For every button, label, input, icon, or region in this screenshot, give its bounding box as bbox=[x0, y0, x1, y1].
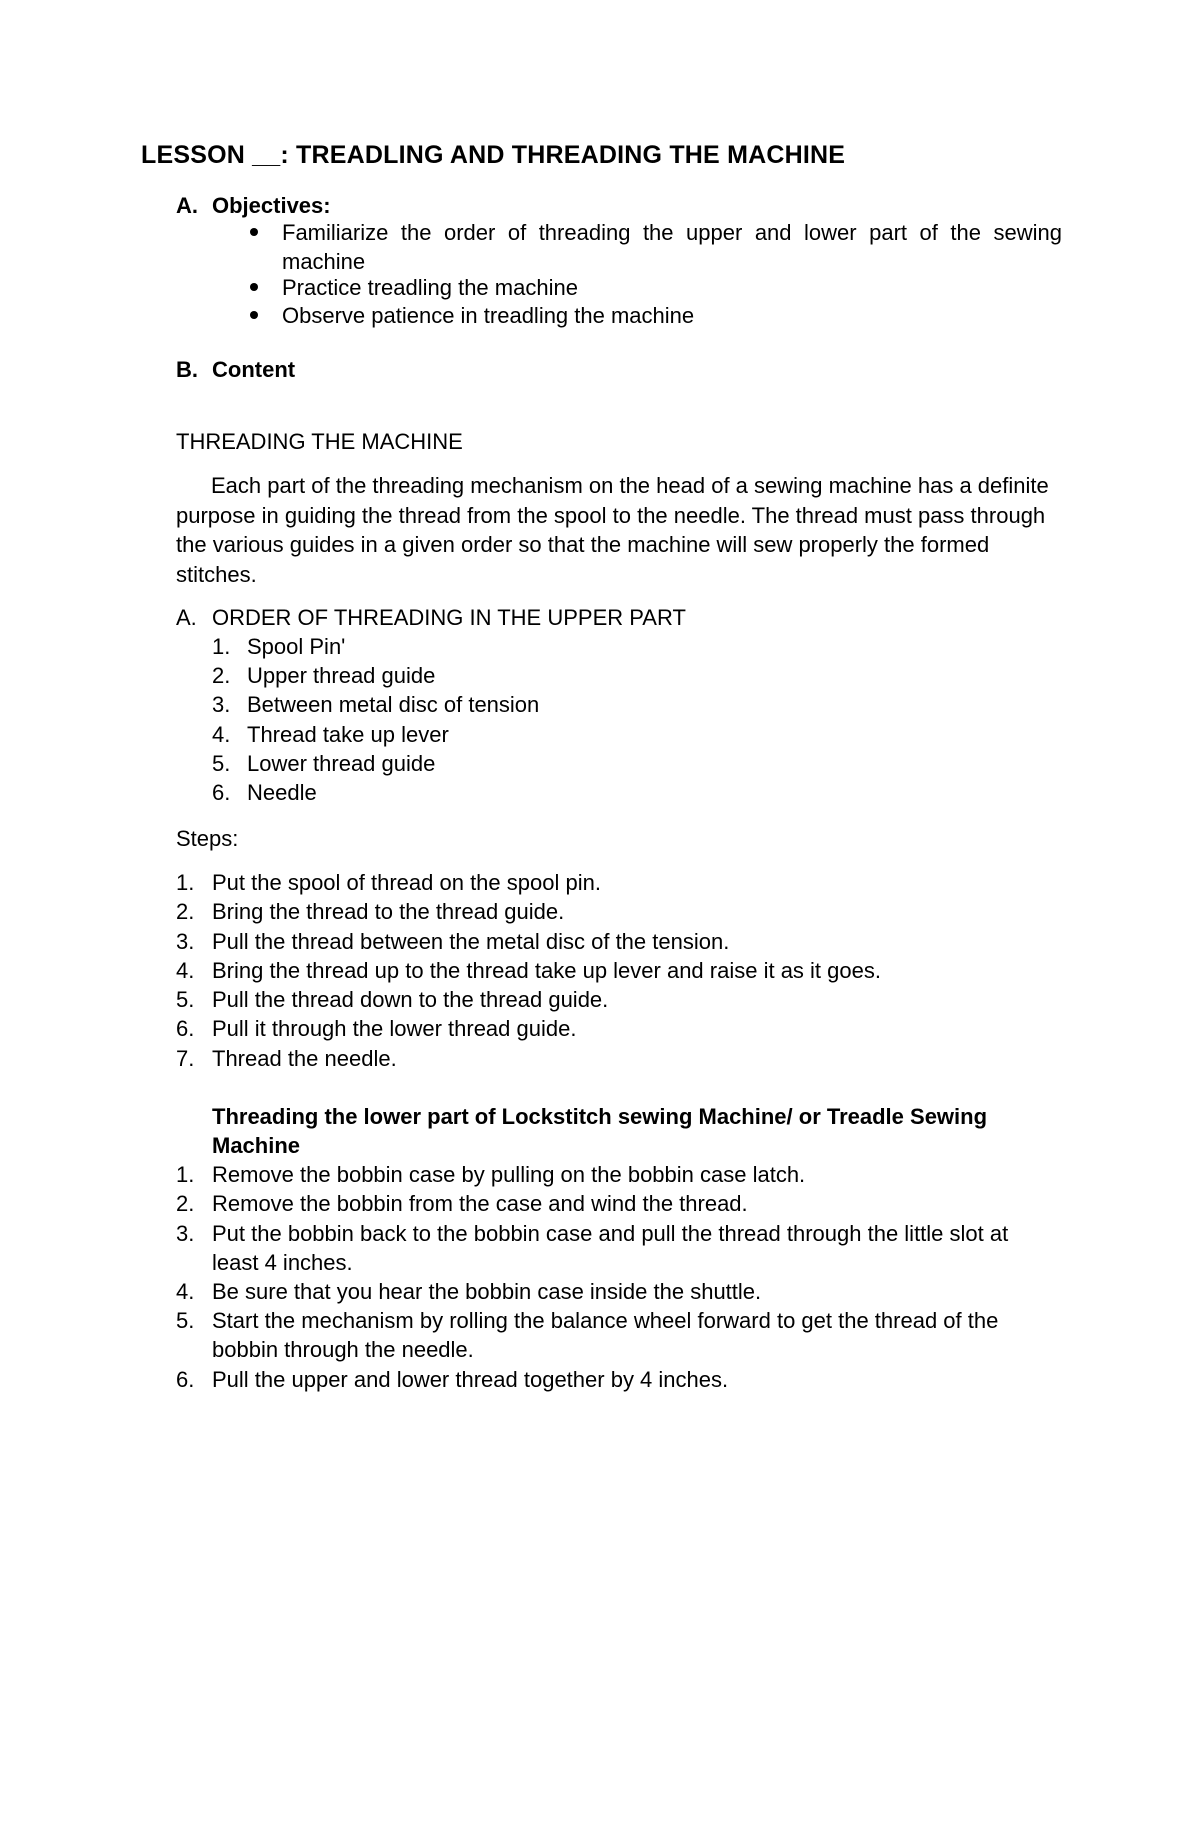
upper-order-marker: A. bbox=[176, 605, 197, 630]
list-number: 7. bbox=[176, 1046, 195, 1071]
upper-order-item: Between metal disc of tension bbox=[247, 692, 540, 717]
list-number: 1. bbox=[176, 870, 195, 895]
step-item: Bring the thread up to the thread take up lever and raise it as it goes. bbox=[212, 958, 881, 983]
lower-threading-heading: Threading the lower part of Lockstitch sewing Machine/ or Treadle Sewing Machine bbox=[212, 1104, 988, 1158]
list-number: 4. bbox=[176, 958, 195, 983]
list-number: 6. bbox=[176, 1016, 195, 1041]
bullet-icon bbox=[250, 311, 258, 319]
lower-step-item: Remove the bobbin case by pulling on the bobbin case latch. bbox=[212, 1162, 806, 1187]
upper-order-item: Thread take up lever bbox=[247, 722, 449, 747]
upper-order-item: Spool Pin' bbox=[247, 634, 346, 659]
list-number: 2. bbox=[176, 1191, 195, 1216]
lower-step-item: Remove the bobbin from the case and wind the thread. bbox=[212, 1191, 748, 1216]
list-number: 4. bbox=[212, 722, 231, 747]
lesson-title: LESSON __: TREADLING AND THREADING THE MACHINE bbox=[141, 141, 846, 169]
objectives-heading: Objectives: bbox=[212, 193, 331, 218]
upper-order-item: Needle bbox=[247, 780, 317, 805]
list-number: 2. bbox=[212, 663, 231, 688]
step-item: Put the spool of thread on the spool pin. bbox=[212, 870, 601, 895]
step-item: Pull the thread between the metal disc of the tension. bbox=[212, 929, 730, 954]
list-number: 5. bbox=[176, 1308, 195, 1333]
bullet-icon bbox=[250, 283, 258, 291]
list-number: 3. bbox=[176, 929, 195, 954]
threading-heading: THREADING THE MACHINE bbox=[176, 429, 463, 454]
threading-paragraph: Each part of the threading mechanism on the head of a sewing machine has a definite purpose in guiding the thread from the spool to the needle. The thread must pass through the various guides in a given order so that the machine will sew properly the formed stitches. bbox=[176, 473, 1049, 587]
step-item: Bring the thread to the thread guide. bbox=[212, 899, 565, 924]
content-marker: B. bbox=[176, 357, 198, 382]
list-number: 1. bbox=[176, 1162, 195, 1187]
objective-item: Practice treadling the machine bbox=[282, 275, 578, 300]
list-number: 6. bbox=[212, 780, 231, 805]
objective-item: Familiarize the order of threading the upper and lower part of the sewing machine bbox=[282, 220, 1062, 274]
objectives-marker: A. bbox=[176, 193, 198, 218]
list-number: 2. bbox=[176, 899, 195, 924]
step-item: Pull it through the lower thread guide. bbox=[212, 1016, 577, 1041]
lower-step-item: Put the bobbin back to the bobbin case and pull the thread through the little slot at least 4 inches. bbox=[212, 1221, 1009, 1275]
bullet-icon bbox=[250, 228, 258, 236]
lower-step-item: Be sure that you hear the bobbin case inside the shuttle. bbox=[212, 1279, 762, 1304]
list-number: 5. bbox=[212, 751, 231, 776]
list-number: 3. bbox=[212, 692, 231, 717]
upper-order-item: Upper thread guide bbox=[247, 663, 436, 688]
lower-step-item: Pull the upper and lower thread together by 4 inches. bbox=[212, 1367, 729, 1392]
list-number: 6. bbox=[176, 1367, 195, 1392]
upper-order-heading: ORDER OF THREADING IN THE UPPER PART bbox=[212, 605, 686, 630]
list-number: 1. bbox=[212, 634, 231, 659]
objective-item: Observe patience in treadling the machine bbox=[282, 303, 695, 328]
upper-order-item: Lower thread guide bbox=[247, 751, 436, 776]
step-item: Thread the needle. bbox=[212, 1046, 397, 1071]
list-number: 4. bbox=[176, 1279, 195, 1304]
lower-step-item: Start the mechanism by rolling the balance wheel forward to get the thread of the bobbin through the needle. bbox=[212, 1308, 999, 1362]
list-number: 5. bbox=[176, 987, 195, 1012]
steps-label: Steps: bbox=[176, 826, 239, 851]
content-heading: Content bbox=[212, 357, 296, 382]
list-number: 3. bbox=[176, 1221, 195, 1246]
step-item: Pull the thread down to the thread guide. bbox=[212, 987, 609, 1012]
